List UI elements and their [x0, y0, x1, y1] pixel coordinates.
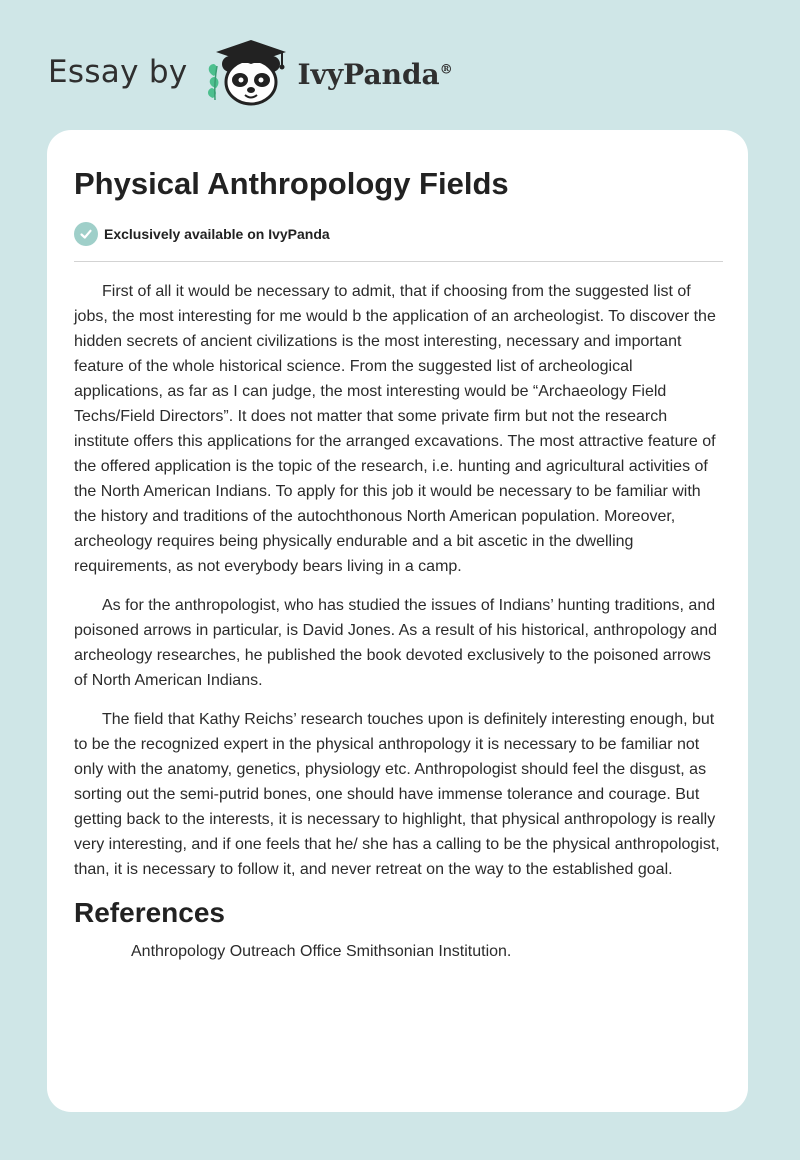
- essay-card: [47, 130, 748, 1112]
- paragraph: First of all it would be necessary to admit, that if choosing from the suggested list of jobs, the most interesting for me would b the application of an archeologist. To discover the hidden secrets of ancient civilizations is the most interesting, necessary and important feature of the whole historical science. From the suggested list of archeological applications, as far as I can judge, the most interesting would be “Archaeology Field Techs/Field Directors”. It does not matter that some private firm but not the research institute offers this applications for the arranged excavations. The most attractive feature of the offered application is the topic of the research, i.e. hunting and agricultural activities of the North American Indians. To apply for this job it would be necessary to be familiar with the history and traditions of the autochthonous North American population. Moreover, archeology requires being physically endurable and a bit ascetic in the dwelling requirements, as not everybody bears living in a camp.: [74, 283, 716, 575]
- site-brand[interactable]: [48, 36, 453, 108]
- exclusive-label: Exclusively available on IvyPanda: [104, 226, 330, 242]
- exclusive-badge: [74, 222, 330, 246]
- paragraph: The field that Kathy Reichs’ research touches upon is definitely interesting enough, but to be the recognized expert in the physical anthropology it is necessary to be familiar not only with the anatomy, genetics, physiology etc. Anthropologist should feel the disgust, as sorting out the semi-putrid bones, one should have immense tolerance and courage. But getting back to the interests, it is necessary to highlight, that physical anthropology is really very interesting, and if one feels that he/ she has a calling to be the physical anthropologist, than, it is necessary to follow it, and never retreat on the way to the established goal.: [74, 711, 720, 878]
- essay-body: [74, 279, 724, 978]
- check-icon: [74, 222, 98, 246]
- page-title: Physical Anthropology Fields: [74, 166, 509, 201]
- brand-prefix: Essay by: [48, 54, 188, 90]
- panda-logo-icon: [202, 36, 294, 108]
- brand-name: IvyPanda®: [297, 57, 453, 91]
- divider: [74, 261, 723, 262]
- references-heading: References: [74, 897, 225, 928]
- paragraph: As for the anthropologist, who has studied the issues of Indians’ hunting traditions, and poisoned arrows in particular, is David Jones. As a result of his historical, anthropology and archeology researches, he published the book devoted exclusively to the poisoned arrows of North American Indians.: [74, 597, 718, 689]
- reference-item: Anthropology Outreach Office Smithsonian Institution.: [131, 943, 512, 960]
